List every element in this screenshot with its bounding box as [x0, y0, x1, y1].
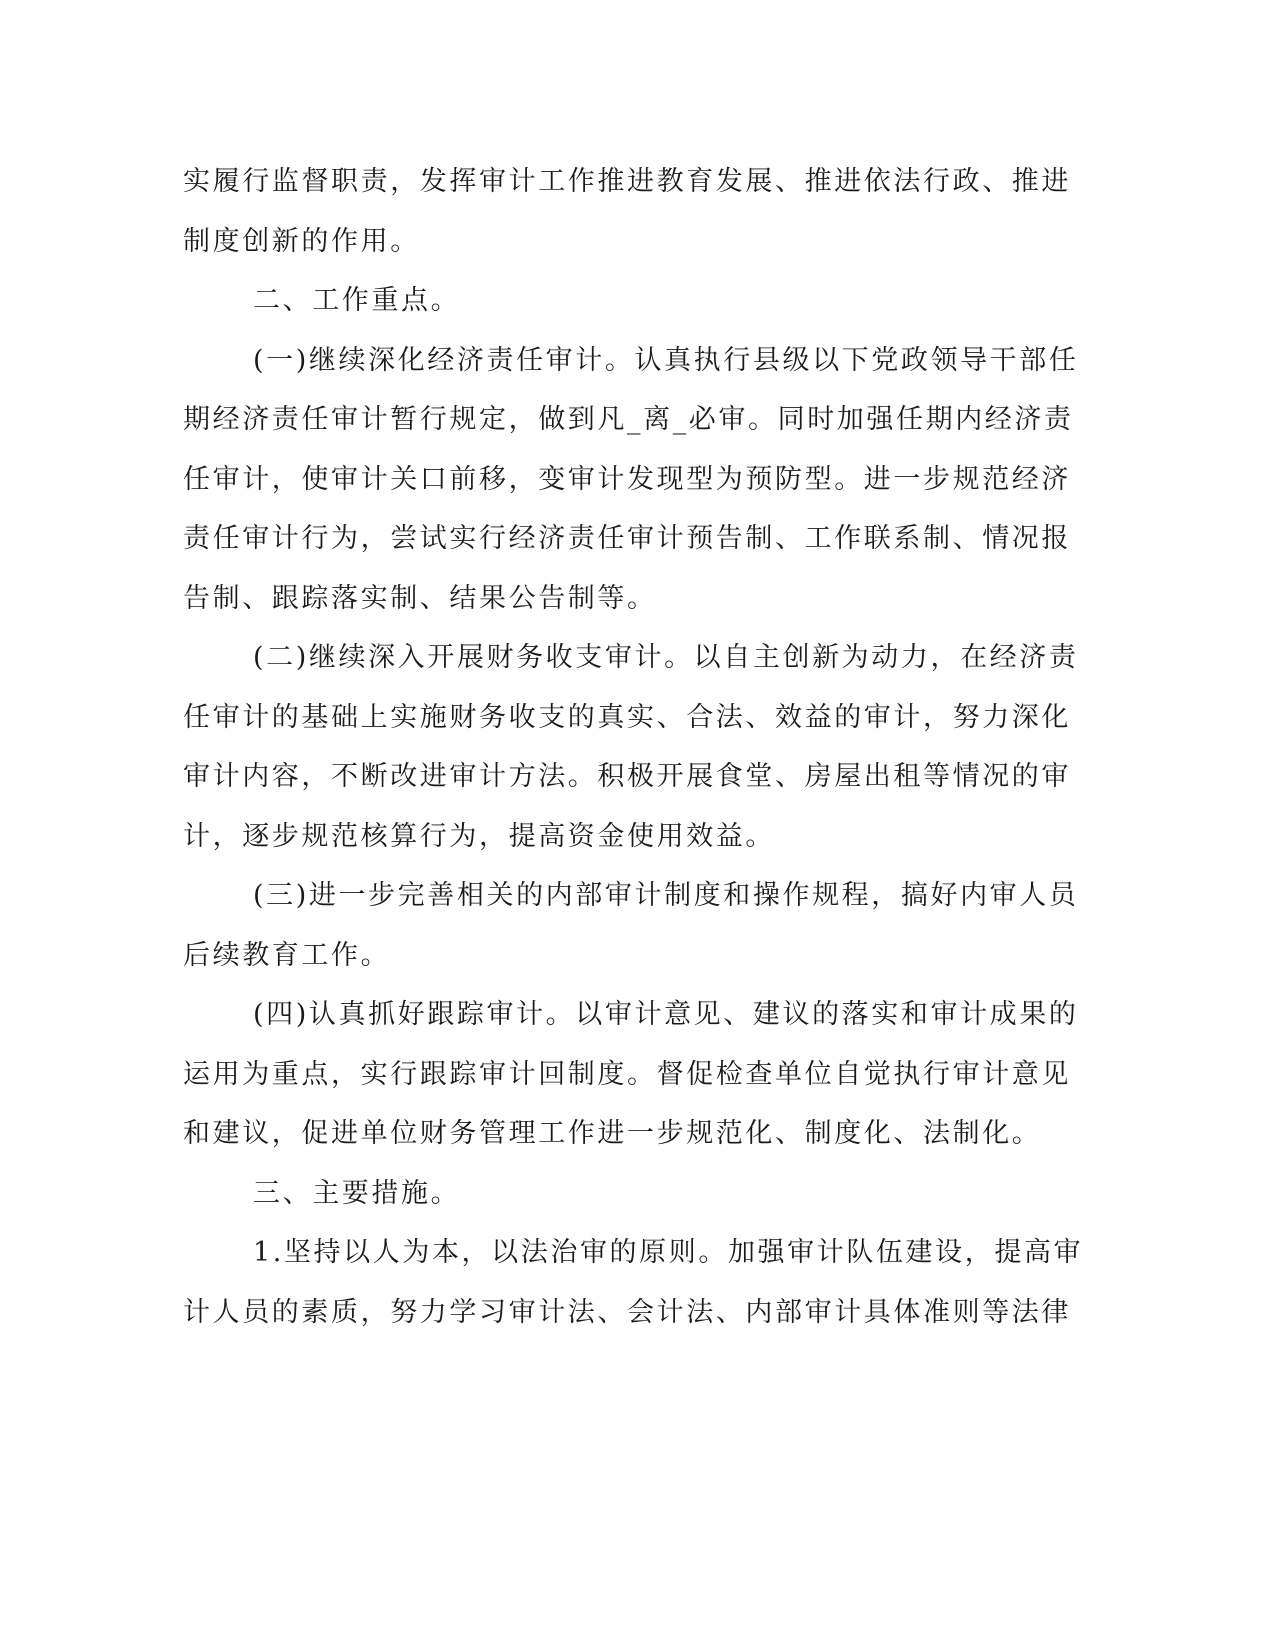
text-line: (四)认真抓好跟踪审计。以审计意见、建议的落实和审计成果的 [253, 999, 1079, 1030]
text-line: 计，逐步规范核算行为，提高资金使用效益。 [183, 820, 775, 852]
text-line: 期经济责任审计暂行规定，做到凡_离_必审。同时加强任期内经济责 [183, 404, 1074, 435]
text-line: 制度创新的作用。 [183, 225, 420, 257]
text-line: 任审计，使审计关口前移，变审计发现型为预防型。进一步规范经济 [183, 463, 1071, 495]
paragraph-intro-continued [183, 152, 1071, 271]
text-line: 审计内容，不断改进审计方法。积极开展食堂、房屋出租等情况的审 [183, 761, 1071, 792]
paragraph-item-1 [183, 331, 1079, 629]
text-line: 计人员的素质，努力学习审计法、会计法、内部审计具体准则等法律 [183, 1296, 1071, 1328]
paragraph-item-3 [183, 866, 1079, 985]
text-line: (一)继续深化经济责任审计。认真执行县级以下党政领导干部任 [253, 344, 1079, 376]
paragraph-item-4 [183, 985, 1079, 1164]
text-line: 后续教育工作。 [183, 939, 391, 971]
heading-line: 二、工作重点。 [253, 285, 461, 316]
paragraph-measure-1 [183, 1223, 1084, 1342]
text-line: 责任审计行为，尝试实行经济责任审计预告制、工作联系制、情况报 [183, 523, 1071, 554]
heading-line: 三、主要措施。 [253, 1177, 461, 1209]
text-line: 实履行监督职责，发挥审计工作推进教育发展、推进依法行政、推进 [183, 166, 1071, 197]
text-line: 和建议，促进单位财务管理工作进一步规范化、制度化、法制化。 [183, 1118, 1042, 1149]
paragraph-item-2 [183, 628, 1079, 866]
text-line: 运用为重点，实行跟踪审计回制度。督促检查单位自觉执行审计意见 [183, 1058, 1071, 1090]
text-line: (二)继续深入开展财务收支审计。以自主创新为动力，在经济责 [253, 642, 1079, 673]
text-line: (三)进一步完善相关的内部审计制度和操作规程，搞好内审人员 [253, 880, 1079, 911]
text-line: 告制、跟踪落实制、结果公告制等。 [183, 582, 657, 614]
document-body [183, 152, 1084, 1342]
section-heading-work-focus [183, 271, 1059, 331]
text-line: 1.坚持以人为本，以法治审的原则。加强审计队伍建设，提高审 [253, 1237, 1084, 1268]
text-line: 任审计的基础上实施财务收支的真实、合法、效益的审计，努力深化 [183, 701, 1071, 733]
section-heading-main-measures [183, 1164, 1059, 1224]
